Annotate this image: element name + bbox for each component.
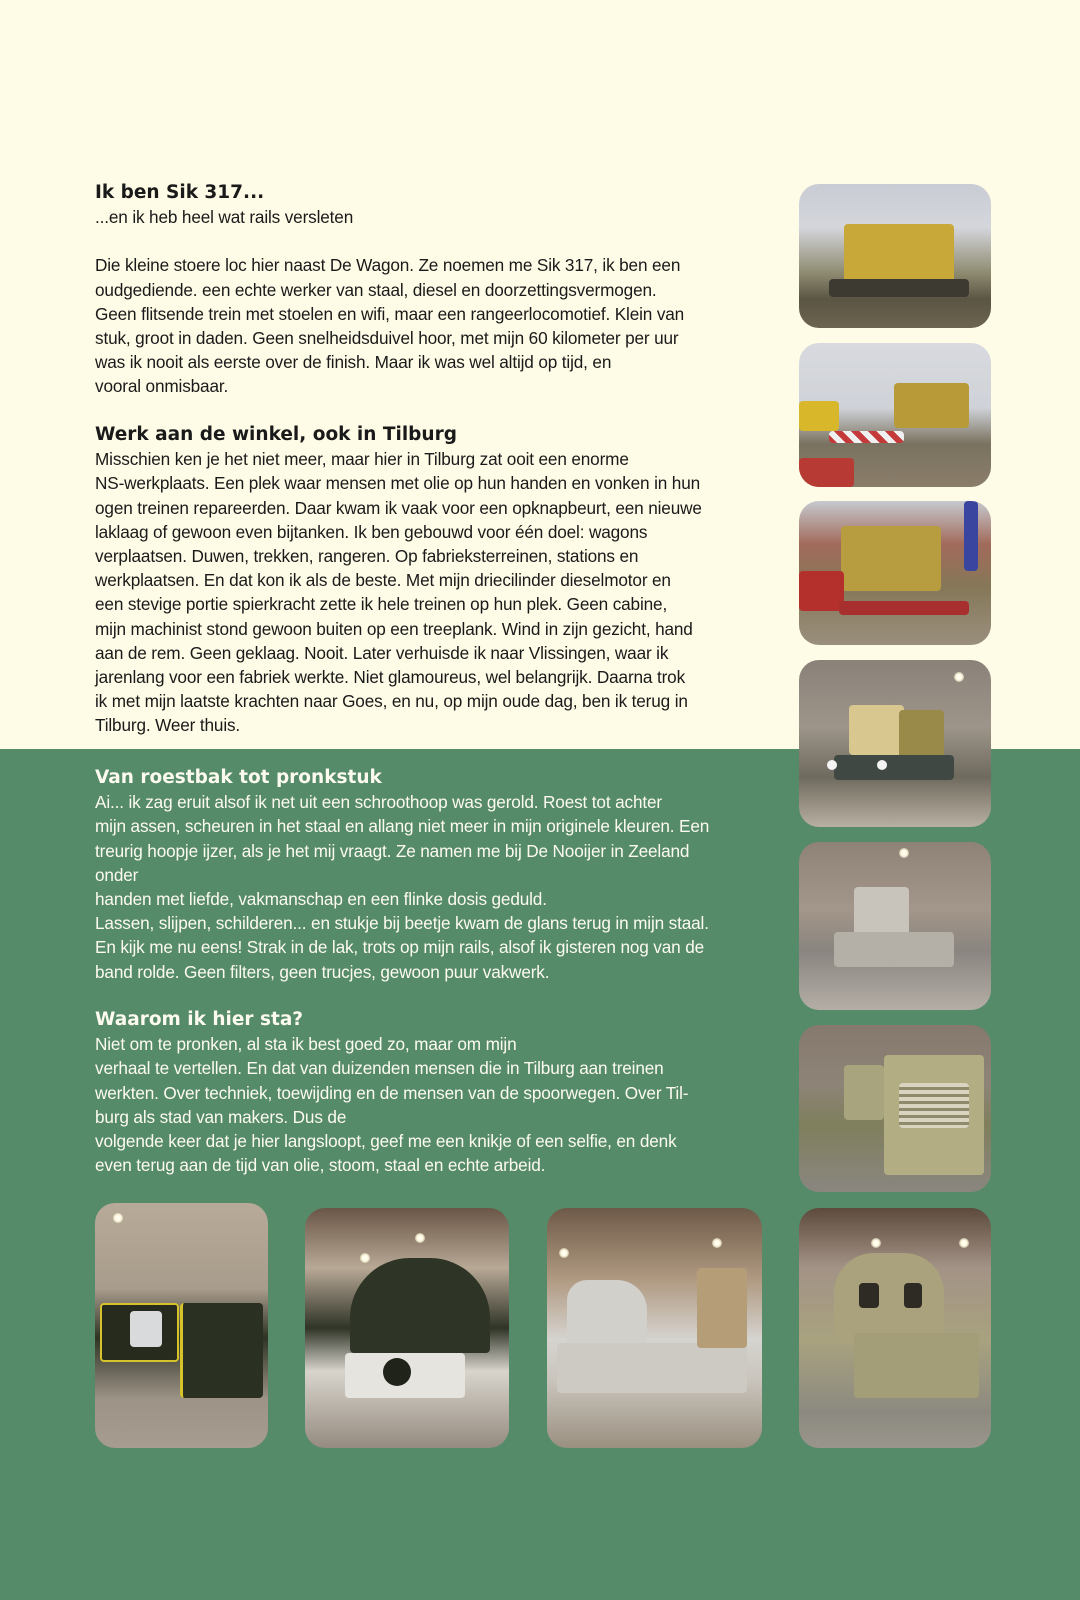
- text-line: werkplaatsen. En dat kon ik als de beste. Met mijn driecilinder dieselmotor en: [95, 570, 671, 591]
- text-line: verhaal te vertellen. En dat van duizenden mensen die in Tilburg aan treinen: [95, 1058, 664, 1079]
- intro-subtitle: ...en ik heb heel wat rails versleten: [95, 207, 354, 228]
- text-line: Tilburg. Weer thuis.: [95, 715, 241, 736]
- text-line: burg als stad van makers. Dus de: [95, 1106, 347, 1127]
- text-line: volgende keer dat je hier langsloopt, geef me een knikje of een selfie, en denk: [95, 1131, 677, 1152]
- text-line: verplaatsen. Duwen, trekken, rangeren. Op fabrieksterreinen, stations en: [95, 546, 639, 567]
- text-line: Ai... ik zag eruit alsof ik net uit een schroothoop was gerold. Roest tot achter: [95, 792, 662, 813]
- text-line: vooral onmisbaar.: [95, 376, 229, 397]
- work-body: [95, 447, 765, 737]
- work-heading: Werk aan de winkel, ook in Tilburg: [95, 424, 457, 445]
- photo-green-hood-panels: [95, 1203, 268, 1448]
- photo-green-cab: [305, 1208, 509, 1448]
- text-line: laklaag of gewoon even bijtanken. Ik ben gebouwd voor één doel: wagons: [95, 521, 648, 542]
- text-line: En kijk me nu eens! Strak in de lak, trots op mijn rails, alsof ik gisteren nog van de: [95, 937, 705, 958]
- text-line: mijn assen, scheuren in het staal en allang niet meer in mijn originele kleuren. Een: [95, 816, 710, 837]
- text-line: NS-werkplaats. Een plek waar mensen met olie op hun handen en vonken in hun: [95, 473, 701, 494]
- text-line: was ik nooit als eerste over de finish. Maar ik was wel altijd op tijd, en: [95, 352, 612, 373]
- text-line: jarenlang voor een fabriek werkte. Niet glamoureus, wel belangrijk. Daarna trok: [95, 667, 686, 688]
- text-line: even terug aan de tijd van olie, stoom, staal en echte arbeid.: [95, 1155, 546, 1176]
- text-line: oudgediende. een echte werker van staal, diesel en doorzettingsvermogen.: [95, 279, 657, 300]
- text-line: Die kleine stoere loc hier naast De Wagon. Ze noemen me Sik 317, ik ben een: [95, 255, 681, 276]
- photo-olive-loco-front: [799, 1208, 991, 1448]
- text-line: treurig hoopje ijzer, als je het mij vraagt. Ze namen me bij De Nooijer in Zeeland: [95, 840, 690, 861]
- why-section: [95, 1008, 765, 1177]
- photo-olive-hood: [799, 1025, 991, 1192]
- text-line: handen met liefde, vakmanschap en een flinke dosis geduld.: [95, 889, 547, 910]
- why-heading: Waarom ik hier sta?: [95, 1009, 304, 1030]
- text-line: Misschien ken je het niet meer, maar hier in Tilburg zat ooit een enorme: [95, 449, 629, 470]
- text-line: Niet om te pronken, al sta ik best goed zo, maar om mijn: [95, 1034, 517, 1055]
- photo-crane-lift: [799, 343, 991, 487]
- text-line: aan de rem. Geen geklaag. Nooit. Later verhuisde ik naar Vlissingen, waar ik: [95, 642, 669, 663]
- text-line: een stevige portie spierkracht zette ik hele treinen op hun plek. Geen cabine,: [95, 594, 668, 615]
- intro-title: Ik ben Sik 317...: [95, 182, 265, 203]
- restore-section: [95, 766, 765, 984]
- text-line: Lassen, slijpen, schilderen... en stukje bij beetje kwam de glans terug in mijn staal.: [95, 913, 709, 934]
- text-line: onder: [95, 864, 139, 885]
- text-line: band rolde. Geen filters, geen trucjes, gewoon puur vakwerk.: [95, 961, 550, 982]
- text-line: ik met mijn laatste krachten naar Goes, en nu, op mijn oude dag, ben ik terug in: [95, 691, 688, 712]
- text-line: stuk, groot in daden. Geen snelheidsduivel hoor, met mijn 60 kilometer per uur: [95, 328, 679, 349]
- restore-heading: Van roestbak tot pronkstuk: [95, 767, 382, 788]
- photo-grey-stripped-loco: [799, 842, 991, 1010]
- text-line: ogen treinen repareerden. Daar kwam ik vaak voor een opknapbeurt, een nieuwe: [95, 497, 702, 518]
- photo-loco-on-track: [799, 184, 991, 328]
- intro-section: [95, 181, 765, 399]
- intro-body: [95, 253, 765, 398]
- work-section: [95, 423, 765, 738]
- restore-body: [95, 790, 765, 984]
- photo-grey-primer-loco: [547, 1208, 762, 1448]
- photo-loco-on-trailer: [799, 501, 991, 645]
- text-line: Geen flitsende trein met stoelen en wifi, maar een rangeerlocomotief. Klein van: [95, 303, 685, 324]
- photo-loco-in-hall: [799, 660, 991, 827]
- text-line: mijn machinist stond gewoon buiten op een treeplank. Wind in zijn gezicht, hand: [95, 618, 693, 639]
- why-body: [95, 1032, 765, 1177]
- text-line: werkten. Over techniek, toewijding en de mensen van de spoorwegen. Over Til-: [95, 1082, 689, 1103]
